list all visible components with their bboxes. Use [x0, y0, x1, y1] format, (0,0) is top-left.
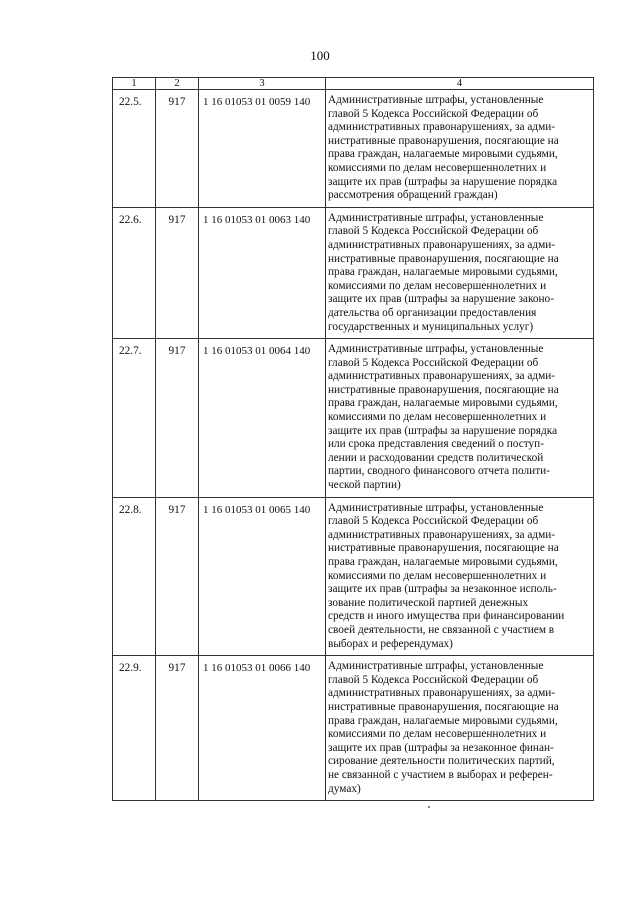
description-line: комиссиями по делам несовершеннолетних и — [328, 161, 547, 174]
description-line: выборах и референдумах) — [328, 637, 453, 650]
description-line: Административные штрафы, установленные — [328, 94, 544, 106]
description-line: ческой партии) — [328, 479, 401, 492]
description-line: главой 5 Кодекса Российской Федерации об — [328, 225, 539, 238]
description-line: нистративные правонарушения, посягающие на — [328, 252, 559, 265]
description-line: нистративные правонарушения, посягающие на — [328, 134, 559, 147]
description-line: нистративные правонарушения, посягающие на — [328, 700, 559, 713]
income-description — [326, 656, 594, 801]
header-row — [113, 78, 594, 90]
row-number: 22.9. — [113, 656, 156, 801]
description-line: защите их прав (штрафы за незаконное исполь- — [328, 583, 557, 596]
description-line: защите их прав (штрафы за незаконное финан- — [328, 741, 554, 754]
description-line: права граждан, налагаемые мировыми судьями, — [328, 266, 558, 279]
description-line: нистративные правонарушения, посягающие на — [328, 542, 559, 555]
column-header-1: 1 — [113, 78, 156, 90]
description-line: не связанной с участием в выборах и референ- — [328, 768, 553, 781]
description-line: или срока представления сведений о поступ- — [328, 438, 544, 451]
description-line: административных правонарушениях, за адми- — [328, 528, 556, 541]
description-line: комиссиями по делам несовершеннолетних и — [328, 569, 547, 582]
description-line: средств и иного имущества при финансировании — [328, 610, 565, 623]
description-line: защите их прав (штрафы за нарушение законо- — [328, 293, 554, 306]
administrator-code: 917 — [156, 339, 199, 498]
budget-classification-code: 1 16 01053 01 0059 140 — [199, 90, 326, 208]
description-line: дательства об организации предоставления — [328, 306, 537, 319]
income-description — [326, 90, 594, 208]
description-line: главой 5 Кодекса Российской Федерации об — [328, 107, 539, 120]
description-line: административных правонарушениях, за адми- — [328, 370, 556, 383]
income-description — [326, 207, 594, 338]
description-line: административных правонарушениях, за адми- — [328, 121, 556, 134]
description-line: своей деятельности, не связанной с участием в — [328, 623, 555, 636]
page-number: 100 — [310, 48, 330, 63]
description-line: государственных и муниципальных услуг) — [328, 320, 534, 333]
description-line: комиссиями по делам несовершеннолетних и — [328, 279, 547, 292]
description-line: комиссиями по делам несовершеннолетних и — [328, 411, 547, 424]
income-description — [326, 497, 594, 656]
description-line: права граждан, налагаемые мировыми судьями, — [328, 714, 558, 727]
budget-codes-table — [112, 77, 594, 801]
table-header — [113, 78, 594, 90]
budget-classification-code: 1 16 01053 01 0066 140 — [199, 656, 326, 801]
table-row — [113, 207, 594, 338]
description-line: административных правонарушениях, за адми- — [328, 238, 556, 251]
table-row — [113, 656, 594, 801]
administrator-code: 917 — [156, 207, 199, 338]
description-line: Административные штрафы, установленные — [328, 660, 544, 673]
budget-classification-code: 1 16 01053 01 0065 140 — [199, 497, 326, 656]
administrator-code: 917 — [156, 656, 199, 801]
description-line: лении и расходовании средств политической — [328, 451, 544, 464]
administrator-code: 917 — [156, 90, 199, 208]
table-row — [113, 90, 594, 208]
table-row — [113, 497, 594, 656]
description-line: думах) — [328, 782, 361, 795]
description-line: главой 5 Кодекса Российской Федерации об — [328, 515, 539, 528]
description-line: главой 5 Кодекса Российской Федерации об — [328, 356, 539, 369]
row-number: 22.6. — [113, 207, 156, 338]
column-header-3: 3 — [199, 78, 326, 90]
column-header-2: 2 — [156, 78, 199, 90]
description-line: Административные штрафы, установленные — [328, 501, 544, 514]
table-body — [113, 90, 594, 801]
row-number: 22.8. — [113, 497, 156, 656]
description-line: нистративные правонарушения, посягающие на — [328, 383, 559, 396]
income-description — [326, 339, 594, 498]
description-line: рассмотрения обращений граждан) — [328, 189, 498, 202]
description-line: Административные штрафы, установленные — [328, 211, 544, 224]
description-line: зование политической партией денежных — [328, 596, 529, 609]
scan-speck — [428, 806, 430, 808]
row-number: 22.5. — [113, 90, 156, 208]
description-line: Административные штрафы, установленные — [328, 343, 544, 356]
description-line: главой 5 Кодекса Российской Федерации об — [328, 673, 539, 686]
table-row — [113, 339, 594, 498]
description-line: сирование деятельности политических партий, — [328, 755, 555, 768]
description-line: административных правонарушениях, за адми- — [328, 687, 556, 700]
budget-classification-code: 1 16 01053 01 0064 140 — [199, 339, 326, 498]
row-number: 22.7. — [113, 339, 156, 498]
description-line: защите их прав (штрафы за нарушение порядка — [328, 424, 558, 437]
description-line: права граждан, налагаемые мировыми судьями, — [328, 148, 558, 161]
column-header-4: 4 — [326, 78, 594, 90]
description-line: права граждан, налагаемые мировыми судьями, — [328, 397, 558, 410]
description-line: комиссиями по делам несовершеннолетних и — [328, 728, 547, 741]
administrator-code: 917 — [156, 497, 199, 656]
description-line: права граждан, налагаемые мировыми судьями, — [328, 556, 558, 568]
description-line: защите их прав (штрафы за нарушение порядка — [328, 175, 558, 188]
description-line: партии, сводного финансового отчета полити- — [328, 465, 550, 478]
budget-classification-code: 1 16 01053 01 0063 140 — [199, 207, 326, 338]
